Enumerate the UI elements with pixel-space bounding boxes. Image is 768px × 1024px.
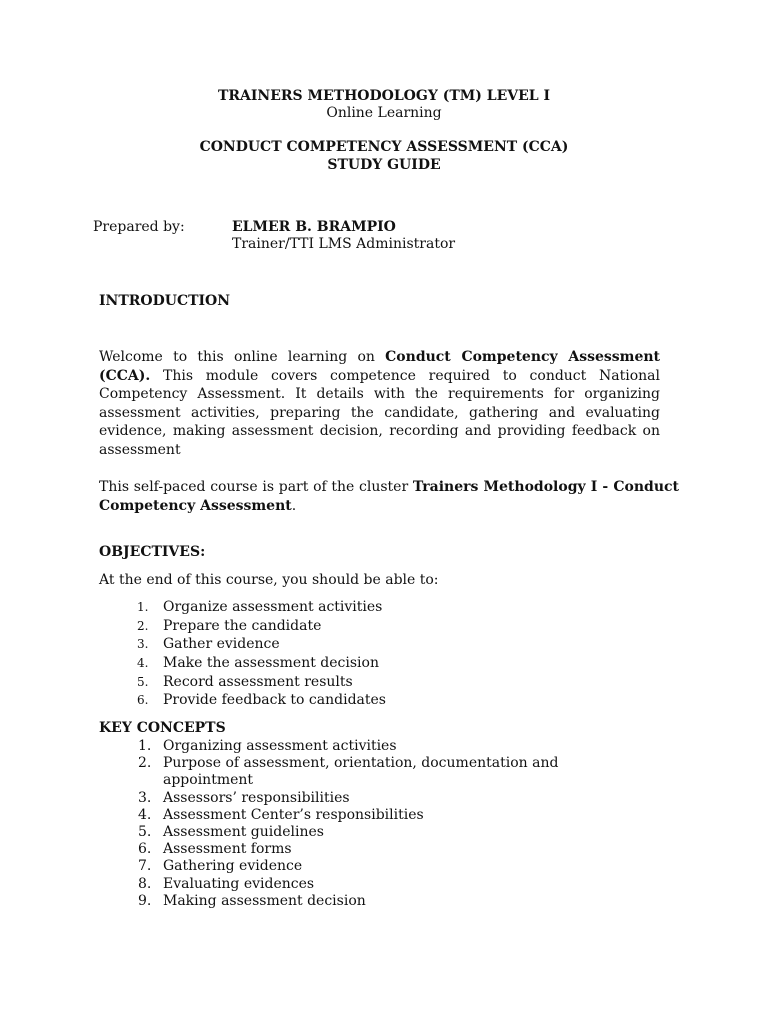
- list-item-text: Making assessment decision: [163, 892, 366, 909]
- introduction-heading: INTRODUCTION: [99, 293, 231, 309]
- list-item-text: Make the assessment decision: [163, 655, 379, 672]
- list-item: [138, 738, 558, 755]
- cluster-name: Trainers Methodology I - Conduct Competency Assessment: [99, 479, 679, 514]
- list-item-number: 5.: [138, 824, 152, 841]
- list-item-number: 2.: [138, 755, 152, 772]
- author-name: ELMER B. BRAMPIO: [232, 219, 396, 235]
- list-item-text: Gather evidence: [163, 636, 280, 653]
- list-item: [138, 841, 558, 858]
- list-item-number: 7.: [138, 858, 152, 875]
- list-item-number: 8.: [138, 875, 152, 892]
- list-item-text: Evaluating evidences: [163, 875, 315, 892]
- list-item-text: Assessment forms: [163, 841, 292, 858]
- list-item-text-continued: appointment: [163, 772, 254, 789]
- document-title: TRAINERS METHODOLOGY (TM) LEVEL I: [217, 88, 551, 104]
- document-subtitle: Online Learning: [326, 105, 442, 121]
- list-item-number: 6.: [138, 841, 152, 858]
- list-item-text: Organizing assessment activities: [163, 738, 397, 754]
- cluster-paragraph: [99, 478, 679, 515]
- key-concepts-heading: KEY CONCEPTS: [99, 720, 226, 736]
- list-item-number: 1.: [138, 738, 152, 754]
- cluster-text-end: .: [291, 497, 297, 514]
- list-item-number: 2.: [137, 618, 149, 633]
- list-item-number: 9.: [138, 892, 152, 909]
- document-type: STUDY GUIDE: [327, 157, 441, 173]
- intro-text-start: Welcome to this online learning on: [99, 349, 386, 365]
- list-item-text: Provide feedback to candidates: [163, 692, 386, 709]
- list-item-text: Assessment guidelines: [163, 824, 324, 841]
- list-item-text: Gathering evidence: [163, 858, 303, 875]
- list-item-text: Record assessment results: [163, 673, 353, 690]
- list-item: [138, 807, 558, 824]
- intro-text-rest: This module covers competence required to conduct National Competency Assessment. It details with the requirements for organizing assessment activities, preparing the candidate, gathering and evaluating evidence, making assessment decision, recording and providing feedback on assessment: [99, 367, 660, 458]
- list-item: [138, 876, 558, 893]
- list-item-text: Organize assessment activities: [163, 599, 383, 615]
- list-item-number: 6.: [137, 693, 149, 708]
- list-item-number: 5.: [137, 674, 149, 689]
- list-item-text: Purpose of assessment, orientation, documentation and: [163, 755, 559, 772]
- list-item-text: Assessment Center’s responsibilities: [163, 806, 424, 823]
- key-concepts-list: [138, 738, 558, 910]
- list-item: [138, 790, 558, 807]
- list-item: [138, 824, 558, 841]
- prepared-by-label: Prepared by:: [93, 219, 185, 235]
- list-item-text: Assessors’ responsibilities: [163, 789, 350, 806]
- list-item: [138, 858, 558, 875]
- list-item-text: Prepare the candidate: [163, 617, 322, 634]
- list-item-number: 4.: [137, 656, 149, 671]
- introduction-paragraph: [99, 348, 660, 460]
- list-item: [138, 755, 558, 789]
- module-title: CONDUCT COMPETENCY ASSESSMENT (CCA): [199, 139, 569, 155]
- list-item-number: 1.: [137, 600, 149, 614]
- list-item-number: 4.: [138, 806, 152, 823]
- list-item-number: 3.: [137, 637, 149, 652]
- author-role: Trainer/TTI LMS Administrator: [232, 236, 456, 252]
- objectives-heading: OBJECTIVES:: [99, 544, 206, 560]
- cluster-text-start: This self-paced course is part of the cluster: [99, 479, 413, 495]
- list-item: [138, 893, 558, 910]
- intro-course-name: Conduct Competency Assessment (CCA).: [99, 349, 660, 384]
- objectives-lead: At the end of this course, you should be able to:: [99, 572, 439, 588]
- list-item-number: 3.: [138, 789, 152, 806]
